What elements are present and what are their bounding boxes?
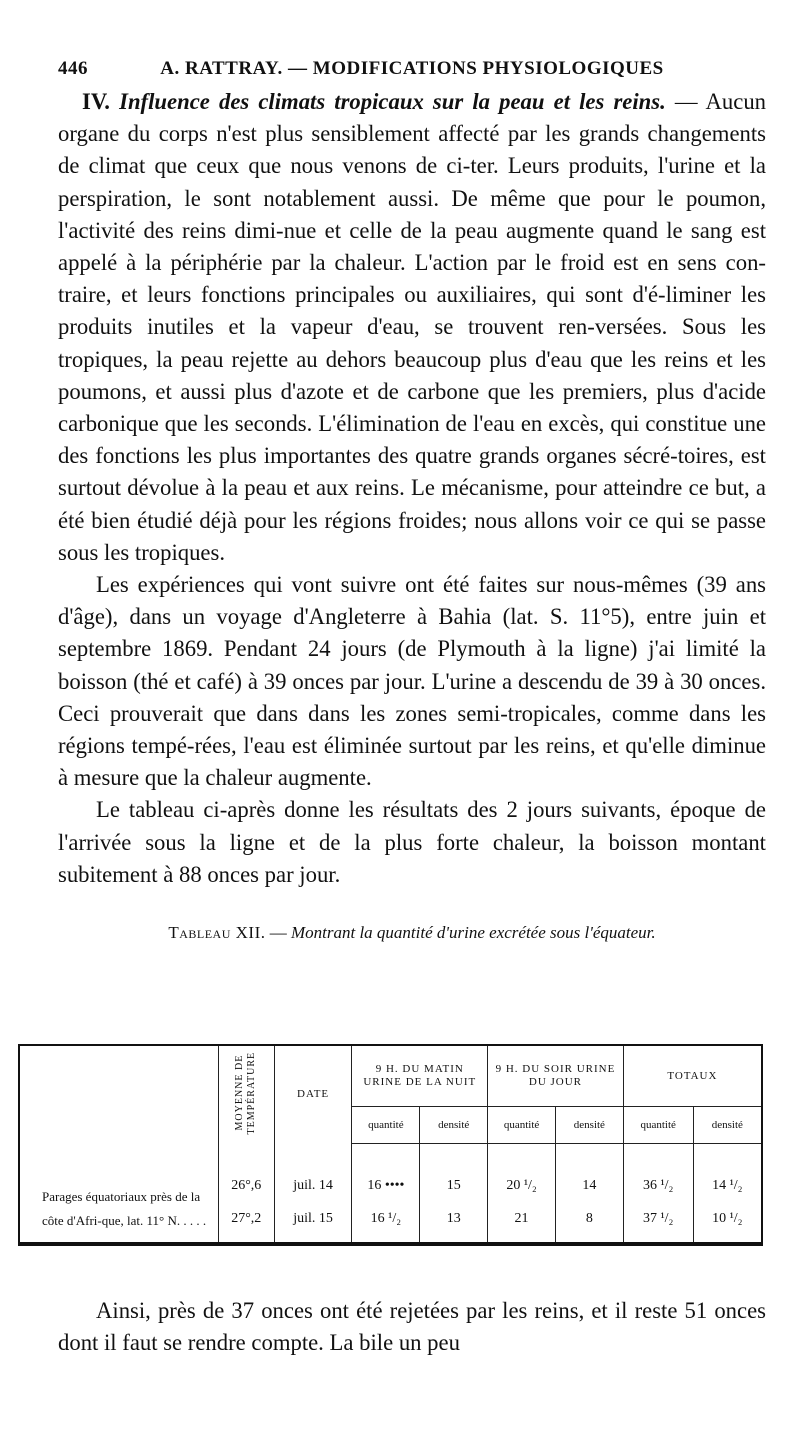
cell-total-q: 36 ¹/₂	[623, 1176, 693, 1196]
cell-total-d: 10 ¹/₂	[693, 1196, 762, 1244]
body-text	[58, 86, 766, 891]
cell-temp: 27°,2	[218, 1196, 274, 1244]
paragraph-1: Aucun organe du corps n'est plus sensiblement affecté par les grands changements de climat que ceux que nous venons de ci-ter. Leurs produits, l'urine et la perspiration, le sont notablement aussi. De même que pour le poumon, l'activité des reins dimi-nue et celle de la peau augmente quand le sang est appelé à la périphérie par la chaleur. L'action par le froid est en sens con-traire, et leurs fonctions principales ou auxiliaires, qui sont d'é-liminer les produits inutiles et la vapeur d'eau, se trouvent ren-versées. Sous les tropiques, la peau rejette au dehors beaucoup plus d'eau que les reins et les poumons, et aussi plus d'azote et de carbone que les premiers, plus d'acide carbonique que les seconds. L'élimination de l'eau en excès, qui constitue une des fonctions les plus importantes des quatre grands organes sécré-toires, est surtout dévolue à la peau et aux reins. Le mécanisme, pour atteindre ce but, a été bien étudié déjà pour les régions froides; nous allons voir ce qui se passe sous les tropiques.	[58, 89, 767, 565]
urine-table	[18, 1044, 763, 1246]
cell-date: juil. 15	[274, 1196, 352, 1244]
cell-temp: 26°,6	[218, 1176, 274, 1196]
cell-night-d: 15	[420, 1176, 488, 1196]
cell-day-d: 14	[555, 1176, 623, 1196]
caption-text: Montrant la quantité d'urine excrétée sous l'équateur.	[290, 923, 656, 943]
cell-night-q: 16 ¹/₂	[352, 1196, 420, 1244]
cell-night-d: 13	[420, 1196, 488, 1244]
header-quantite: quantité	[488, 1107, 556, 1144]
closing-paragraph-container	[58, 1295, 766, 1359]
section-paragraph	[58, 86, 766, 569]
section-title: Influence des climats tropicaux sur la peau et les reins.	[119, 89, 666, 114]
caption-label: Tableau XII.	[168, 923, 266, 943]
header-quantite: quantité	[352, 1107, 420, 1144]
header-temperature: MOYENNE DE TEMPÉRATURE	[218, 1045, 274, 1144]
header-densite: densité	[693, 1107, 762, 1144]
header-blank	[19, 1045, 218, 1144]
closing-paragraph: Ainsi, près de 37 onces ont été rejetées par les reins, et il reste 51 onces dont il faut se rendre compte. La bile un peu	[58, 1298, 766, 1356]
cell-day-d: 8	[555, 1196, 623, 1244]
row-label: Parages équatoriaux près de la côte d'Afri-que, lat. 11° N. . . . .	[42, 1189, 207, 1228]
table-caption	[58, 923, 766, 943]
header-densite: densité	[420, 1107, 488, 1144]
cell-date: juil. 14	[274, 1176, 352, 1196]
section-number: IV.	[82, 89, 110, 114]
cell-total-q: 37 ¹/₂	[623, 1196, 693, 1244]
running-header	[58, 58, 766, 80]
header-night: 9 H. DU MATIN URINE DE LA NUIT	[352, 1045, 488, 1107]
header-quantite: quantité	[623, 1107, 693, 1144]
header-totals: TOTAUX	[623, 1045, 762, 1107]
section-dash: —	[665, 89, 698, 114]
caption-dash: —	[265, 923, 291, 943]
cell-day-q: 21	[488, 1196, 556, 1244]
cell-total-d: 14 ¹/₂	[693, 1176, 762, 1196]
running-title: A. RATTRAY. — MODIFICATIONS PHYSIOLOGIQUES	[160, 58, 664, 79]
header-densite: densité	[555, 1107, 623, 1144]
page-number: 446	[58, 58, 88, 79]
paragraph-3: Le tableau ci-après donne les résultats des 2 jours suivants, époque de l'arrivée sous la ligne et de la plus forte chaleur, la boisson montant subitement à 88 onces par jour.	[58, 797, 766, 887]
cell-night-q: 16 ••••	[352, 1176, 420, 1196]
header-date: DATE	[274, 1045, 352, 1144]
page	[58, 58, 766, 943]
paragraph-2: Les expériences qui vont suivre ont été faites sur nous-mêmes (39 ans d'âge), dans un voyage d'Angleterre à Bahia (lat. S. 11°5), entre juin et septembre 1869. Pendant 24 jours (de Plymouth à la ligne) j'ai limité la boisson (thé et café) à 39 onces par jour. L'urine a descendu de 39 à 30 onces. Ceci prouverait que dans dans les zones semi-tropicales, comme dans les régions tempé-rées, l'eau est éliminée surtout par les reins, et qu'elle diminue à mesure que la chaleur augmente.	[58, 572, 766, 791]
table-row	[19, 1176, 762, 1196]
cell-day-q: 20 ¹/₂	[488, 1176, 556, 1196]
header-day: 9 H. DU SOIR URINE DU JOUR	[488, 1045, 624, 1107]
